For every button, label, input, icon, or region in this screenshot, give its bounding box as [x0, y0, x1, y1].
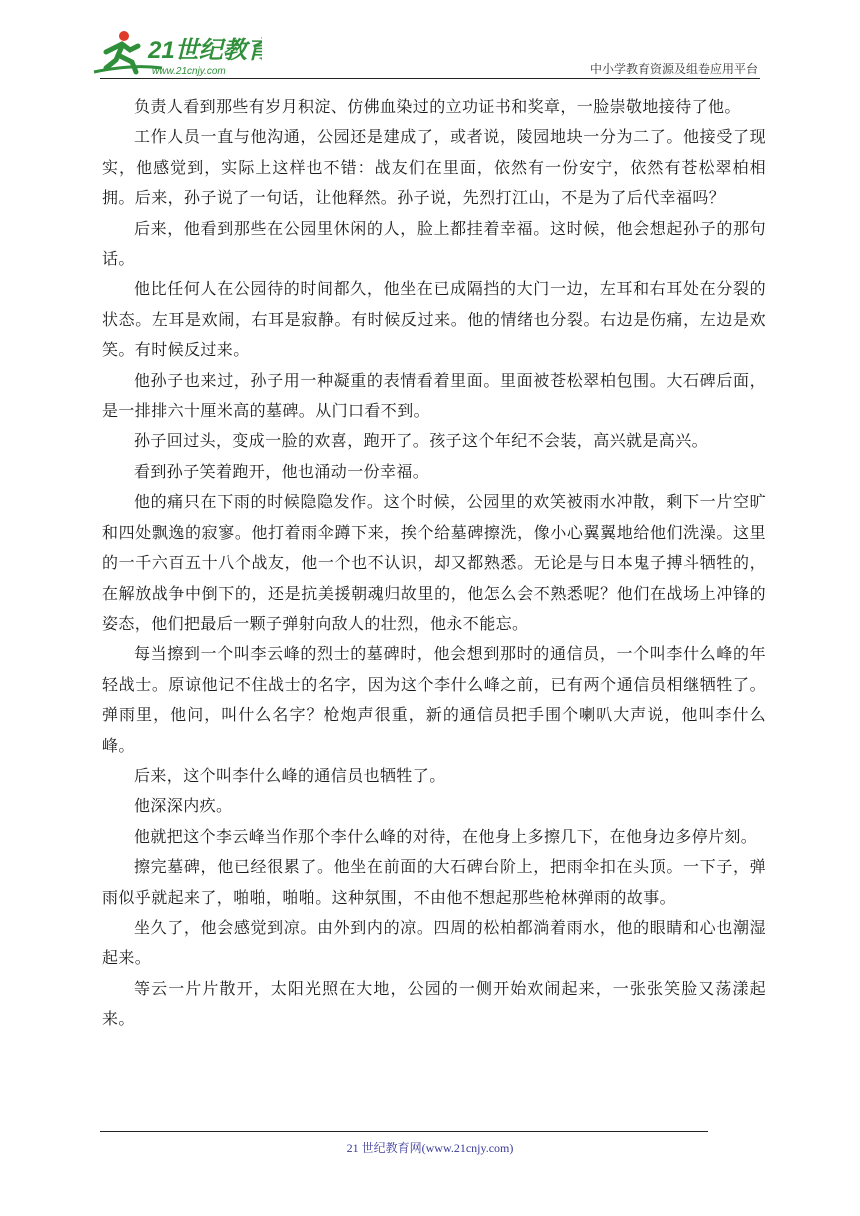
paragraph: 后来，他看到那些在公园里休闲的人，脸上都挂着幸福。这时候，他会想起孙子的那句话。 — [102, 218, 766, 269]
paragraph: 他比任何人在公园待的时间都久，他坐在已成隔挡的大门一边，左耳和右耳处在分裂的状态。左耳是欢闹，右耳是寂静。有时候反过来。他的情绪也分裂。右边是伤痛，左边是欢笑。有时候反过来。 — [102, 279, 766, 360]
paragraph: 他深深内疚。 — [134, 796, 233, 816]
article-body — [102, 92, 766, 1035]
paragraph: 他的痛只在下雨的时候隐隐发作。这个时候，公园里的欢笑被雨水冲散，剩下一片空旷和四处飘逸的寂寥。他打着雨伞蹲下来，挨个给墓碑擦洗，像小心翼翼地给他们洗澡。这里的一千六百五十八个战友，他一个也不认识，却又都熟悉。无论是与日本鬼子搏斗牺牲的，在解放战争中倒下的，还是抗美援朝魂归故里的，他怎么会不熟悉呢？他们在战场上冲锋的姿态，他们把最后一颗子弹射向敌人的壮烈，他永不能忘。 — [102, 492, 766, 633]
paragraph: 等云一片片散开，太阳光照在大地，公园的一侧开始欢闹起来，一张张笑脸又荡漾起来。 — [102, 978, 766, 1029]
paragraph: 负责人看到那些有岁月积淀、仿佛血染过的立功证书和奖章，一脸崇敬地接待了他。 — [134, 97, 741, 116]
paragraph: 他就把这个李云峰当作那个李什么峰的对待，在他身上多擦几下，在他身边多停片刻。 — [134, 826, 758, 846]
paragraph: 每当擦到一个叫李云峰的烈士的墓碑时，他会想到那时的通信员，一个叫李什么峰的年轻战士。原谅他记不住战士的名字，因为这个李什么峰之前，已有两个通信员相继牺牲了。弹雨里，他问，叫什么名字？枪炮声很重，新的通信员把手围个喇叭大声说，他叫李什么峰。 — [102, 644, 766, 755]
paragraph: 工作人员一直与他沟通，公园还是建成了，或者说，陵园地块一分为二了。他接受了现实，他感觉到，实际上这样也不错：战友们在里面，依然有一份安宁，依然有苍松翠柏相拥。后来，孙子说了一句话，让他释然。孙子说，先烈打江山，不是为了后代幸福吗？ — [102, 127, 766, 208]
header-divider — [100, 78, 760, 79]
footer-divider — [100, 1131, 708, 1132]
logo-text: 21世纪教育 — [148, 37, 262, 64]
site-logo[interactable] — [92, 28, 262, 78]
logo-url: www.21cnjy.com — [152, 66, 226, 77]
paragraph: 后来，这个叫李什么峰的通信员也牺牲了。 — [134, 765, 446, 785]
paragraph: 他孙子也来过，孙子用一种凝重的表情看着里面。里面被苍松翠柏包围。大石碑后面，是一排排六十厘米高的墓碑。从门口看不到。 — [102, 370, 766, 421]
platform-name: 中小学教育资源及组卷应用平台 — [589, 62, 758, 76]
paragraph: 擦完墓碑，他已经很累了。他坐在前面的大石碑台阶上，把雨伞扣在头顶。一下子，弹雨似乎就起来了，啪啪，啪啪。这种氛围，不由他不想起那些枪林弹雨的故事。 — [102, 857, 766, 907]
page-header — [0, 0, 860, 82]
paragraph: 坐久了，他会感觉到凉。由外到内的凉。四周的松柏都淌着雨水，他的眼睛和心也潮湿起来。 — [102, 917, 766, 968]
paragraph: 看到孙子笑着跑开，他也涌动一份幸福。 — [134, 461, 430, 481]
footer-link[interactable]: 21 世纪教育网(www.21cnjy.com) — [346, 1141, 514, 1155]
paragraph: 孙子回过头，变成一脸的欢喜，跑开了。孩子这个年纪不会装，高兴就是高兴。 — [134, 431, 709, 451]
runner-logo-icon — [92, 28, 262, 78]
